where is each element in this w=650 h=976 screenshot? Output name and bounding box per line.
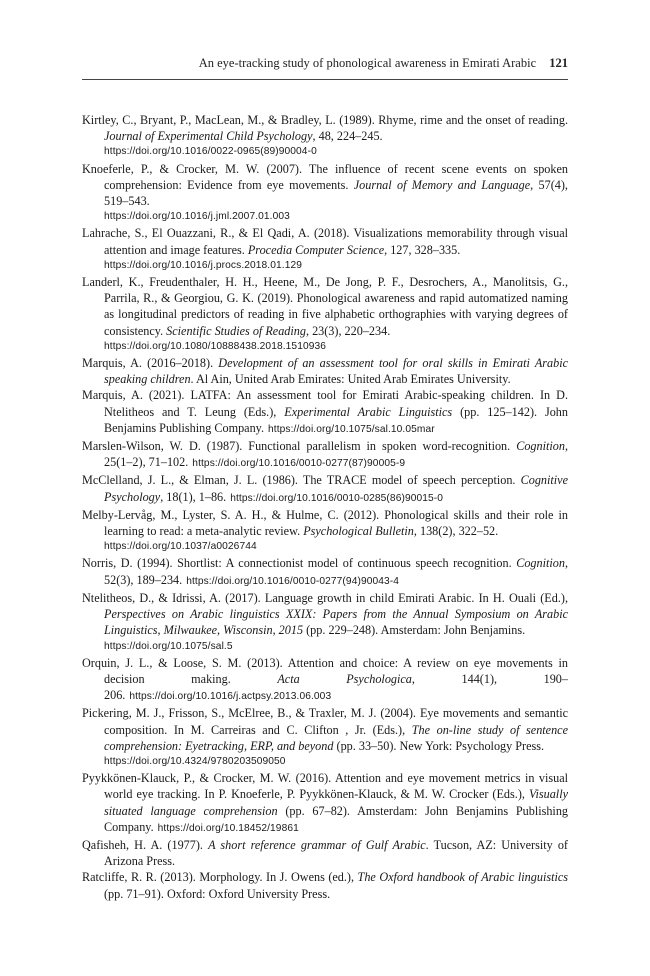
doi-link[interactable]: https://doi.org/10.18452/19861 [157, 822, 299, 834]
doi-link[interactable]: https://doi.org/10.1016/j.jml.2007.01.003 [104, 211, 290, 223]
reference-title: Acta Psychologica [277, 671, 412, 686]
reference-entry [82, 472, 568, 506]
reference-entry [82, 161, 568, 226]
reference-title: Cognition [516, 439, 565, 454]
reference-text: Ntelitheos, D., & Idrissi, A. (2017). Language growth in child Emirati Arabic. In H. Ouali (Ed.), [82, 590, 568, 605]
reference-text: Melby-Lervåg, M., Lyster, S. A. H., & Hulme, C. (2012). Phonological skills and their role in learning to read: a meta-analytic review. [82, 507, 568, 539]
reference-text: , 144(1), 190–206. [104, 671, 568, 703]
reference-text: (pp. 33–50). New York: Psychology Press. [333, 738, 545, 753]
doi-link[interactable]: https://doi.org/10.1080/10888438.2018.1510936 [104, 340, 327, 352]
reference-title: Visually situated language comprehension [104, 787, 568, 818]
reference-text: Pickering, M. J., Frisson, S., McElree, B., & Traxler, M. J. (2004). Eye movements and semantic composition. In M. Carreiras and C. Clifton , Jr. (Eds.), [82, 706, 568, 737]
doi-link[interactable]: https://doi.org/10.1016/0010-0277(94)90043-4 [186, 575, 400, 587]
running-title: An eye-tracking study of phonological awareness in Emirati Arabic [198, 56, 537, 70]
reference-text: . Tucson, AZ: University of Arizona Press. [104, 837, 568, 869]
reference-title: The Oxford handbook of Arabic linguistics [357, 870, 568, 885]
reference-title: Procedia Computer Science [247, 242, 385, 257]
reference-entry [82, 355, 568, 387]
header-rule [82, 79, 568, 80]
reference-text: Lahrache, S., El Ouazzani, R., & El Qadi, A. (2018). Visualizations memorability through visual attention and image features. [82, 226, 568, 257]
reference-text: (pp. 67–82). Amsterdam: John Benjamins Publishing Company. [104, 803, 569, 834]
reference-text: Landerl, K., Freudenthaler, H. H., Heene, M., De Jong, P. F., Desrochers, A., Manolitsis, G., Parrila, R., & Georgiou, G. K. (2019). Phonological awareness and rapid automatized naming as longitudinal predictors of reading in five alphabetic orthographies with varying degrees of consistency. [82, 275, 568, 338]
reference-title: Cognitive Psychology [104, 473, 568, 504]
reference-entry [82, 655, 568, 706]
reference-title: A short reference grammar of Gulf Arabic [208, 837, 426, 852]
reference-text: , 127, 328–335. [384, 242, 461, 257]
reference-text: Marquis, A. (2016–2018). [82, 356, 219, 371]
reference-entry [82, 387, 568, 438]
reference-text: Marquis, A. (2021). LATFA: An assessment tool for Emirati Arabic-speaking children. In D. Ntelitheos and T. Leung (Eds.), [82, 388, 568, 419]
reference-text: (pp. 125–142). John Benjamins Publishing Company. [104, 404, 568, 435]
reference-entry [82, 590, 568, 655]
reference-text: Kirtley, C., Bryant, P., MacLean, M., & Bradley, L. (1989). Rhyme, rime and the onset of reading. [82, 113, 568, 127]
reference-entry [82, 770, 568, 837]
reference-title: Psychological Bulletin [303, 524, 414, 539]
doi-link[interactable]: https://doi.org/10.1016/0010-0277(87)90005-9 [192, 458, 406, 470]
reference-text: Pyykkönen-Klauck, P., & Crocker, M. W. (2016). Attention and eye movement metrics in visual world eye tracking. In P. Knoeferle, P. Pyykkönen-Klauck, & M. W. Crocker (Eds.), [82, 771, 568, 802]
reference-text: , 57(4), 519–543. [104, 177, 568, 209]
reference-list [82, 112, 568, 902]
reference-text: Knoeferle, P., & Crocker, M. W. (2007). The influence of recent scene events on spoken comprehension: Evidence from eye movements. [82, 161, 568, 192]
reference-entry [82, 705, 568, 770]
reference-text: (pp. 229–248). Amsterdam: John Benjamins. [303, 623, 526, 638]
reference-title: Experimental Arabic Linguistics [284, 404, 453, 419]
reference-text: Marslen-Wilson, W. D. (1987). Functional parallelism in spoken word-recognition. [82, 439, 517, 454]
reference-entry [82, 837, 568, 869]
reference-text: , 52(3), 189–234. [104, 556, 568, 587]
doi-link[interactable]: https://doi.org/10.4324/9780203509050 [104, 755, 286, 767]
doi-link[interactable]: https://doi.org/10.1016/j.actpsy.2013.06.003 [129, 691, 332, 703]
reference-text: , 25(1–2), 71–102. [104, 439, 568, 470]
reference-text: McClelland, J. L., & Elman, J. L. (1986). The TRACE model of speech perception. [82, 473, 521, 488]
doi-link[interactable]: https://doi.org/10.1016/0022-0965(89)90004-0 [104, 146, 317, 158]
reference-entry [82, 112, 568, 161]
doi-link[interactable]: https://doi.org/10.1016/j.procs.2018.01.129 [104, 259, 303, 271]
reference-text: Orquin, J. L., & Loose, S. M. (2013). Attention and choice: A review on eye movements in decision making. [82, 655, 568, 686]
reference-title: The on-line study of sentence comprehension: Eyetracking, ERP, and beyond [104, 722, 568, 753]
reference-entry [82, 869, 568, 901]
reference-entry [82, 438, 568, 472]
reference-text: , 48, 224–245. [312, 129, 383, 144]
reference-title: Journal of Experimental Child Psychology [104, 129, 313, 144]
reference-title: Development of an assessment tool for oral skills in Emirati Arabic speaking children [104, 356, 568, 387]
reference-title: Perspectives on Arabic linguistics XXIX: Papers from the Annual Symposium on Arabic Linguistics, Milwaukee, Wisconsin, 2015 [104, 607, 568, 638]
running-header [82, 56, 568, 71]
reference-text: , 18(1), 1–86. [160, 489, 227, 504]
reference-entry [82, 225, 568, 274]
reference-text: Norris, D. (1994). Shortlist: A connectionist model of continuous speech recognition. [82, 556, 517, 571]
doi-link[interactable]: https://doi.org/10.1075/sal.5 [104, 640, 233, 652]
reference-entry [82, 555, 568, 589]
doi-link[interactable]: https://doi.org/10.1075/sal.10.05mar [268, 423, 435, 435]
reference-text: , 138(2), 322–52. [413, 524, 499, 539]
doi-link[interactable]: https://doi.org/10.1037/a0026744 [104, 541, 257, 553]
reference-title: Journal of Memory and Language [353, 177, 531, 192]
reference-text: , 23(3), 220–234. [305, 323, 391, 338]
reference-text: . Al Ain, United Arab Emirates: United Arab Emirates University. [190, 372, 511, 387]
doi-link[interactable]: https://doi.org/10.1016/0010-0285(86)90015-0 [230, 492, 444, 504]
reference-entry [82, 507, 568, 556]
reference-title: Cognition [516, 556, 565, 571]
page-number: 121 [549, 56, 568, 70]
reference-title: Scientific Studies of Reading [166, 323, 306, 338]
reference-entry [82, 274, 568, 355]
reference-text: Qafisheh, H. A. (1977). [82, 837, 209, 852]
reference-text: (pp. 71–91). Oxford: Oxford University Press. [104, 886, 331, 901]
reference-text: Ratcliffe, R. R. (2013). Morphology. In J. Owens (ed.), [82, 870, 358, 885]
